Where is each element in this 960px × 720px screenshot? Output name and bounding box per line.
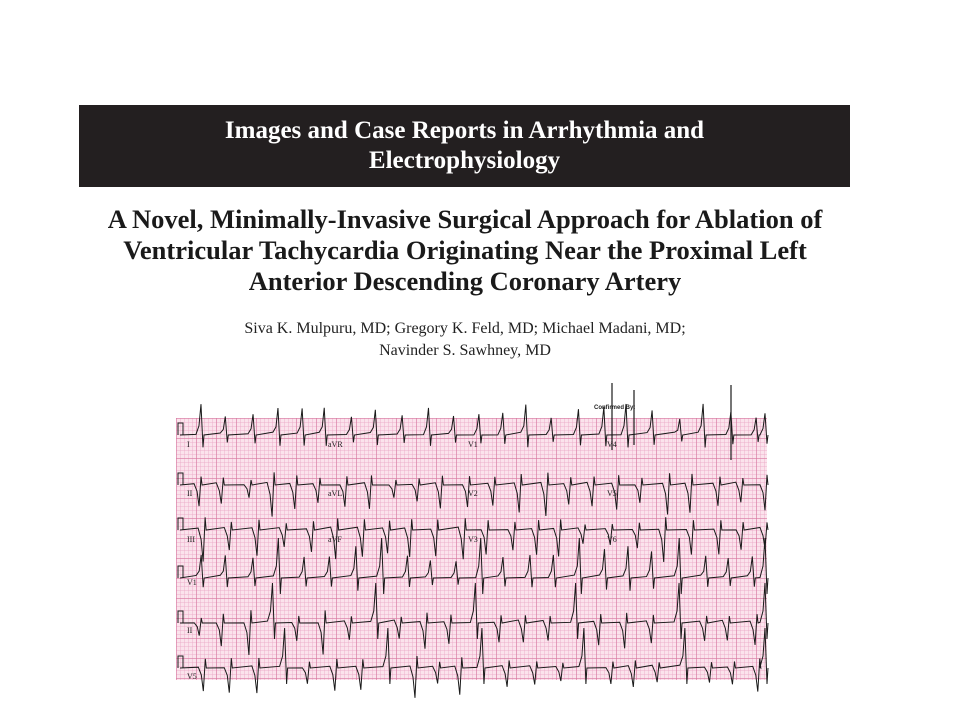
lead-label: aVL [328, 489, 343, 498]
lead-label: V3 [468, 535, 478, 544]
lead-label: V6 [607, 535, 617, 544]
lead-label: V4 [607, 440, 617, 449]
authors-line-1: Siva K. Mulpuru, MD; Gregory K. Feld, MD; Michael Madani, MD; [244, 320, 686, 337]
confirmed-by-label: Confirmed By: [594, 405, 636, 411]
lead-label: II [187, 626, 193, 635]
calibration-pulse [178, 473, 183, 485]
lead-label: V1 [187, 578, 197, 587]
calibration-pulse [178, 566, 183, 578]
journal-title: Images and Case Reports in Arrhythmia and Electrophysiology [224, 117, 705, 174]
lead-label: II [187, 489, 193, 498]
ecg-trace-row [180, 628, 768, 698]
lead-label: aVR [328, 440, 343, 449]
calibration-pulse [178, 518, 183, 530]
lead-label: V5 [607, 489, 617, 498]
lead-label: V5 [187, 672, 197, 681]
lead-label: V2 [468, 489, 478, 498]
authors [200, 318, 730, 362]
ecg-trace-row [180, 583, 768, 655]
ecg-trace-row [180, 538, 768, 594]
lead-label: aVF [328, 535, 342, 544]
lead-label: V1 [468, 440, 478, 449]
calibration-pulse [178, 656, 183, 668]
authors-line-2: Navinder S. Sawhney, MD [379, 342, 551, 359]
lead-label: I [187, 440, 190, 449]
article-title: A Novel, Minimally-Invasive Surgical Approach for Ablation of Ventricular Tachycardia Originating Near the Proximal Left Anterior Descending Coronary Artery [107, 204, 823, 296]
calibration-pulse [178, 611, 183, 623]
journal-banner [79, 105, 850, 187]
calibration-pulse [178, 423, 183, 435]
ecg-traces [176, 380, 776, 680]
lead-label: III [187, 535, 195, 544]
